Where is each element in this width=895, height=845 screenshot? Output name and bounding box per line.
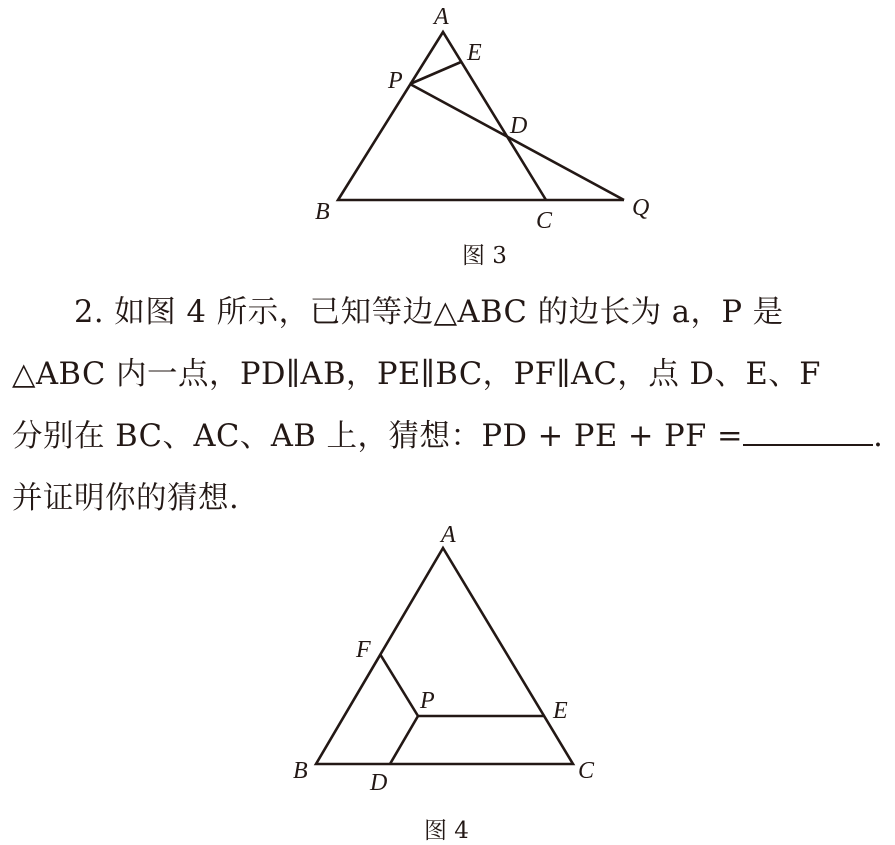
label-e: E xyxy=(467,40,482,66)
segment-pf xyxy=(380,654,418,716)
triangle-abc-equilateral xyxy=(316,548,573,764)
figure-4-caption: 图 4 xyxy=(424,818,469,844)
label-p: P xyxy=(420,688,435,714)
problem-line-3 xyxy=(12,406,890,468)
label-b: B xyxy=(293,758,308,784)
label-c: C xyxy=(536,208,553,234)
label-d: D xyxy=(510,113,528,139)
label-c: C xyxy=(578,758,595,784)
segment-pd xyxy=(390,716,418,764)
problem-line-3-text: 分别在 BC、AC、AB 上，猜想：PD + PE + PF = xyxy=(12,419,744,454)
problem-2 xyxy=(12,282,890,530)
problem-line-3-end: . xyxy=(873,419,884,454)
label-b: B xyxy=(315,199,330,225)
label-f: F xyxy=(356,637,371,663)
figure-4 xyxy=(0,520,895,845)
problem-line-2: △ABC 内一点，PD∥AB，PE∥BC，PF∥AC，点 D、E、F xyxy=(12,357,821,392)
answer-blank xyxy=(743,414,873,446)
label-p: P xyxy=(388,68,403,94)
problem-line-1: 2. 如图 4 所示，已知等边△ABC 的边长为 a，P 是 xyxy=(74,295,784,330)
segment-pq xyxy=(410,84,624,200)
label-a: A xyxy=(441,522,456,548)
label-e: E xyxy=(553,698,568,724)
label-q: Q xyxy=(632,195,650,221)
label-a: A xyxy=(434,4,449,30)
figure-3-caption: 图 3 xyxy=(462,243,507,269)
problem-line-4: 并证明你的猜想. xyxy=(12,481,240,516)
figure-3 xyxy=(0,0,895,280)
label-d: D xyxy=(370,770,388,796)
